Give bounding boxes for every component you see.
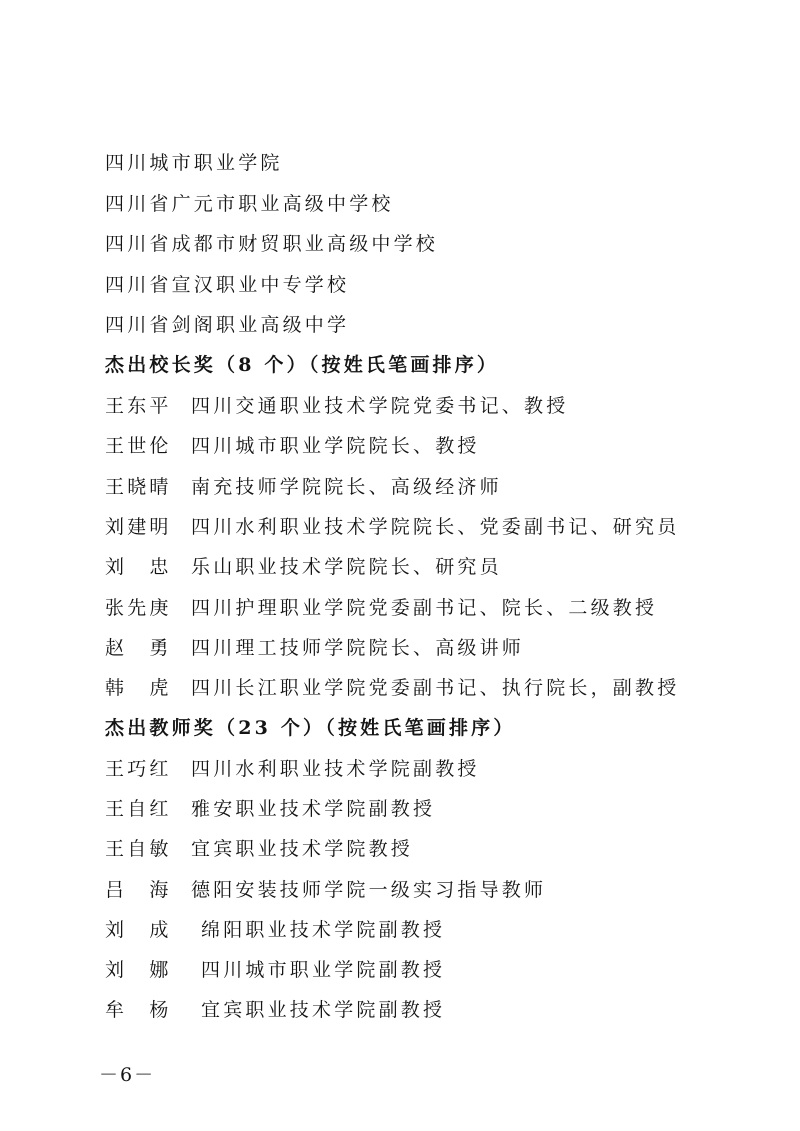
entry-desc: 宜宾职业技术学院副教授 (201, 999, 446, 1021)
list-item (105, 757, 480, 781)
entry-name: 刘 忠 (105, 556, 172, 578)
section-heading-principal-award: 杰出校长奖（8 个）（按姓氏笔画排序） (105, 354, 500, 376)
list-item (105, 555, 502, 579)
entry-desc: 四川理工技师学院院长、高级讲师 (191, 637, 525, 659)
list-item (105, 797, 435, 821)
school-item: 四川省剑阁职业高级中学 (105, 314, 350, 336)
entry-name: 赵 勇 (105, 637, 172, 659)
entry-desc: 四川水利职业技术学院副教授 (191, 758, 480, 780)
list-item (105, 676, 679, 700)
list-item (105, 878, 546, 902)
list-item (105, 837, 413, 861)
entry-name: 吕 海 (105, 879, 172, 901)
list-item (105, 515, 679, 539)
entry-name: 刘建明 (105, 516, 172, 538)
entry-name: 张先庚 (105, 597, 172, 619)
entry-desc: 绵阳职业技术学院副教授 (201, 919, 446, 941)
entry-desc: 四川水利职业技术学院院长、党委副书记、研究员 (191, 516, 680, 538)
entry-name: 王自敏 (105, 838, 172, 860)
school-item: 四川省成都市财贸职业高级中学校 (105, 233, 439, 255)
list-item (105, 434, 480, 458)
entry-name: 王世伦 (105, 435, 172, 457)
entry-name: 牟 杨 (105, 999, 172, 1021)
entry-desc: 乐山职业技术学院院长、研究员 (191, 556, 502, 578)
entry-name: 王东平 (105, 395, 172, 417)
list-item (105, 394, 568, 418)
entry-name: 王自红 (105, 798, 172, 820)
entry-name: 刘 娜 (105, 959, 172, 981)
entry-desc: 南充技师学院院长、高级经济师 (191, 476, 502, 498)
list-item (105, 475, 502, 499)
entry-desc: 四川护理职业学院党委副书记、院长、二级教授 (191, 597, 658, 619)
entry-desc: 雅安职业技术学院副教授 (191, 798, 436, 820)
school-item: 四川省宣汉职业中专学校 (105, 274, 350, 296)
list-item (105, 636, 524, 660)
entry-name: 刘 成 (105, 919, 172, 941)
section-heading-teacher-award: 杰出教师奖（23 个）（按姓氏笔画排序） (105, 717, 516, 739)
entry-name: 王晓晴 (105, 476, 172, 498)
school-item: 四川省广元市职业高级中学校 (105, 193, 394, 215)
entry-desc: 四川城市职业学院院长、教授 (191, 435, 480, 457)
entry-desc: 宜宾职业技术学院教授 (191, 838, 414, 860)
list-item (105, 958, 445, 982)
school-item: 四川城市职业学院 (105, 152, 283, 174)
page-number: －6－ (99, 1064, 156, 1086)
entry-name: 王巧红 (105, 758, 172, 780)
list-item (105, 596, 657, 620)
entry-desc: 四川城市职业学院副教授 (201, 959, 446, 981)
entry-desc: 德阳安装技师学院一级实习指导教师 (191, 879, 547, 901)
entry-name: 韩 虎 (105, 677, 172, 699)
entry-desc: 四川长江职业学院党委副书记、执行院长，副教授 (191, 677, 680, 699)
list-item (105, 918, 445, 942)
entry-desc: 四川交通职业技术学院党委书记、教授 (191, 395, 569, 417)
list-item (105, 998, 445, 1022)
